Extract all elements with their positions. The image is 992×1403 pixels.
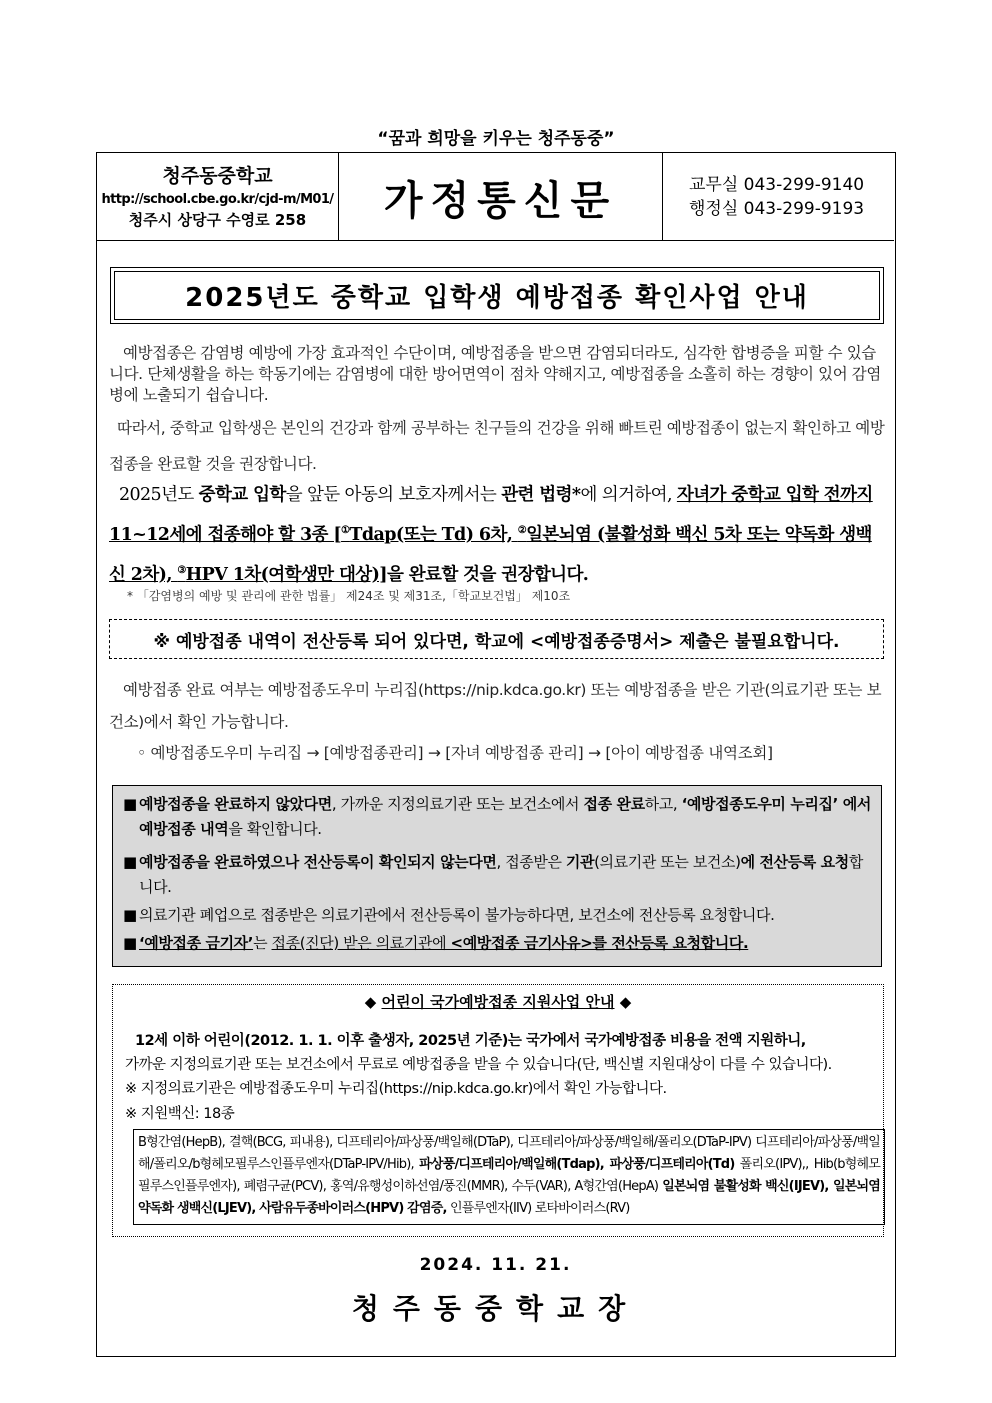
- support-title: [113, 991, 883, 1012]
- item4-a: ‘예방접종 금기자’: [139, 934, 254, 952]
- instruction-item: [123, 903, 871, 928]
- instruction-box: [112, 785, 882, 967]
- instruction-item: [123, 792, 871, 842]
- contact-info: [663, 153, 894, 241]
- req-text-g: Tdap(또는 Td) 6차,: [349, 524, 518, 545]
- support-line-2: 가까운 지정의료기관 또는 보건소에서 무료로 예방접종을 받을 수 있습니다(단, 백신별 지원대상이 다를 수 있습니다).: [125, 1057, 832, 1073]
- item4-c: 접종(진단) 받은 의료기관에: [271, 934, 451, 952]
- school-info: [97, 153, 339, 241]
- issue-date: 2024. 11. 21.: [419, 1255, 572, 1275]
- certificate-notice: ※ 예방접종 내역이 전산등록 되어 있다면, 학교에 <예방접종증명서> 제출은 불필요합니다.: [109, 619, 884, 659]
- req-text-e: 에 의거하여,: [580, 485, 677, 505]
- bullet-icon: ■: [123, 795, 137, 813]
- item2-f: 합니다.: [139, 853, 863, 896]
- newsletter-frame: [96, 152, 896, 1357]
- recommend-paragraph: 따라서, 중학교 입학생은 본인의 건강과 함께 공부하는 친구들의 건강을 위해 빠트린 예방접종이 없는지 확인하고 예방접종을 완료할 것을 권장합니다.: [109, 419, 885, 473]
- num-3: ③: [177, 564, 186, 576]
- item1-b: , 가까운 지정의료기관 또는 보건소에서: [331, 795, 584, 813]
- instruction-item: [123, 850, 871, 900]
- support-line-3: ※ 지정의료기관은 예방접종도우미 누리집(https://nip.kdca.go.kr)에서 확인 가능합니다.: [125, 1081, 667, 1097]
- req-text-f: 자녀가 중학교 입학 전까지 11~12세에 접종해야 할 3종 [: [109, 485, 873, 545]
- req-text-a: 2025년도: [118, 485, 199, 505]
- req-text-i: HPV 1차(여학생만 대상)]: [185, 564, 387, 585]
- vaccine-list: [133, 1129, 885, 1225]
- item2-d: (의료기관 또는 보건소): [594, 853, 741, 871]
- support-line-1: 12세 이하 어린이(2012. 1. 1. 이후 출생자, 2025년 기준)는 국가에서 국가예방접종 비용을 전액 지원하니,: [135, 1033, 806, 1049]
- doc-title: 가정통신문: [339, 153, 663, 241]
- notice-title: 2025년도 중학교 입학생 예방접종 확인사업 안내: [114, 271, 880, 320]
- item4-d: <예방접종 금기사유>를 전산등록 요청합니다.: [450, 934, 749, 952]
- vaccine-text-3: 폴리오(IPV),, Hib(b형헤모필루스인플루엔자), 폐렴구균(PCV), 홍역/유행성이하선염/풍진(MMR), 수두(VAR), A형간염(HepA): [138, 1157, 880, 1194]
- req-text-b: 중학교 입학: [198, 485, 286, 505]
- vaccine-text-4: 일본뇌염 불활성화 백신(IJEV), 일본뇌염 약독화 생백신(LJEV), 사람유두종바이러스(HPV) 감염증,: [138, 1179, 880, 1216]
- law-footnote: * 「감염병의 예방 및 관리에 관한 법률」 제24조 및 제31조,「학교보건법」 제10조: [127, 589, 571, 603]
- principal-signature: 청주동중학교장: [351, 1292, 640, 1325]
- slogan: “꿈과 희망을 키우는 청주동중”: [377, 129, 615, 149]
- notice-title-box: [110, 267, 884, 324]
- item2-b: , 접종받은: [496, 853, 566, 871]
- school-url[interactable]: http://school.cbe.go.kr/cjd-m/M01/: [101, 192, 334, 207]
- req-text-h: 일본뇌염 (불활성화 백신 5차 또는 약독화 생백신 2차),: [109, 524, 872, 585]
- diamond-icon: ◆: [619, 993, 632, 1011]
- support-program-box: [112, 984, 884, 1237]
- bullet-icon: ■: [123, 934, 137, 952]
- item3: 의료기관 폐업으로 접종받은 의료기관에서 전산등록이 불가능하다면, 보건소에 전산등록 요청합니다.: [139, 906, 775, 924]
- header: [97, 153, 894, 241]
- vaccine-text-1: B형간염(HepB), 결핵(BCG, 피내용), 디프테리아/파상풍/백일해(DTaP), 디프테리아/파상풍/백일해/폴리오(DTaP-IPV) 디프테리아/파상풍/백일해/폴리오/b형헤모필루스인플루엔자(DTaP-IPV/Hib),: [138, 1135, 880, 1172]
- phone-admin: 행정실 043-299-9193: [689, 199, 865, 219]
- instruction-item: [123, 931, 871, 956]
- item1-c: 접종 완료: [583, 795, 645, 813]
- item2-e: 에 전산등록 요청: [740, 853, 849, 871]
- diamond-icon: ◆: [364, 993, 377, 1011]
- school-name: 청주동중학교: [162, 165, 273, 187]
- vaccine-text-5: 인플루엔자(IIV) 로타바이러스(RV): [446, 1201, 630, 1216]
- bullet-icon: ■: [123, 853, 137, 871]
- item1-e: ‘예방접종도우미 누리집’ 에서 예방접종 내역: [139, 795, 871, 838]
- support-line-4: ※ 지원백신: 18종: [125, 1106, 235, 1122]
- intro-paragraph: 예방접종은 감염병 예방에 가장 효과적인 수단이며, 예방접종을 받으면 감염되더라도, 심각한 합병증을 피할 수 있습니다. 단체생활을 하는 학동기에는 감염병에 대한 방어면역이 점차 약해지고, 예방접종을 소홀히 하는 경향이 있어 감염병에 노출되기 쉽습니다.: [109, 344, 881, 404]
- item1-a: 예방접종을 완료하지 않았다면: [139, 795, 332, 813]
- menu-path: ◦ 예방접종도우미 누리집 → [예방접종관리] → [자녀 예방접종 관리] → [아이 예방접종 내역조회]: [137, 744, 773, 762]
- school-address: 청주시 상당구 수영로 258: [128, 211, 307, 229]
- item1-d: 하고,: [644, 795, 682, 813]
- req-text-d: 관련 법령*: [501, 485, 581, 505]
- num-2: ②: [517, 525, 527, 536]
- bullet-icon: ■: [123, 906, 137, 924]
- requirement-paragraph: [109, 477, 887, 593]
- support-title-text: 어린이 국가예방접종 지원사업 안내: [381, 993, 615, 1011]
- req-text-c: 을 앞둔 아동의 보호자께서는: [285, 485, 502, 505]
- item2-a: 예방접종을 완료하였으나 전산등록이 확인되지 않는다면: [139, 853, 497, 871]
- vaccine-text-2: 파상풍/디프테리아/백일해(Tdap), 파상풍/디프테리아(Td): [419, 1157, 735, 1172]
- item2-c: 기관: [565, 853, 595, 871]
- item1-f: 을 확인합니다.: [228, 820, 322, 838]
- req-text-j: 을 완료할 것을 권장합니다.: [386, 564, 589, 585]
- phone-staff: 교무실 043-299-9140: [689, 175, 865, 195]
- num-1: ①: [341, 525, 350, 536]
- item4-b: 는: [253, 934, 272, 952]
- check-paragraph: 예방접종 완료 여부는 예방접종도우미 누리집(https://nip.kdca.go.kr) 또는 예방접종을 받은 기관(의료기관 또는 보건소)에서 확인 가능합니다.: [109, 681, 882, 731]
